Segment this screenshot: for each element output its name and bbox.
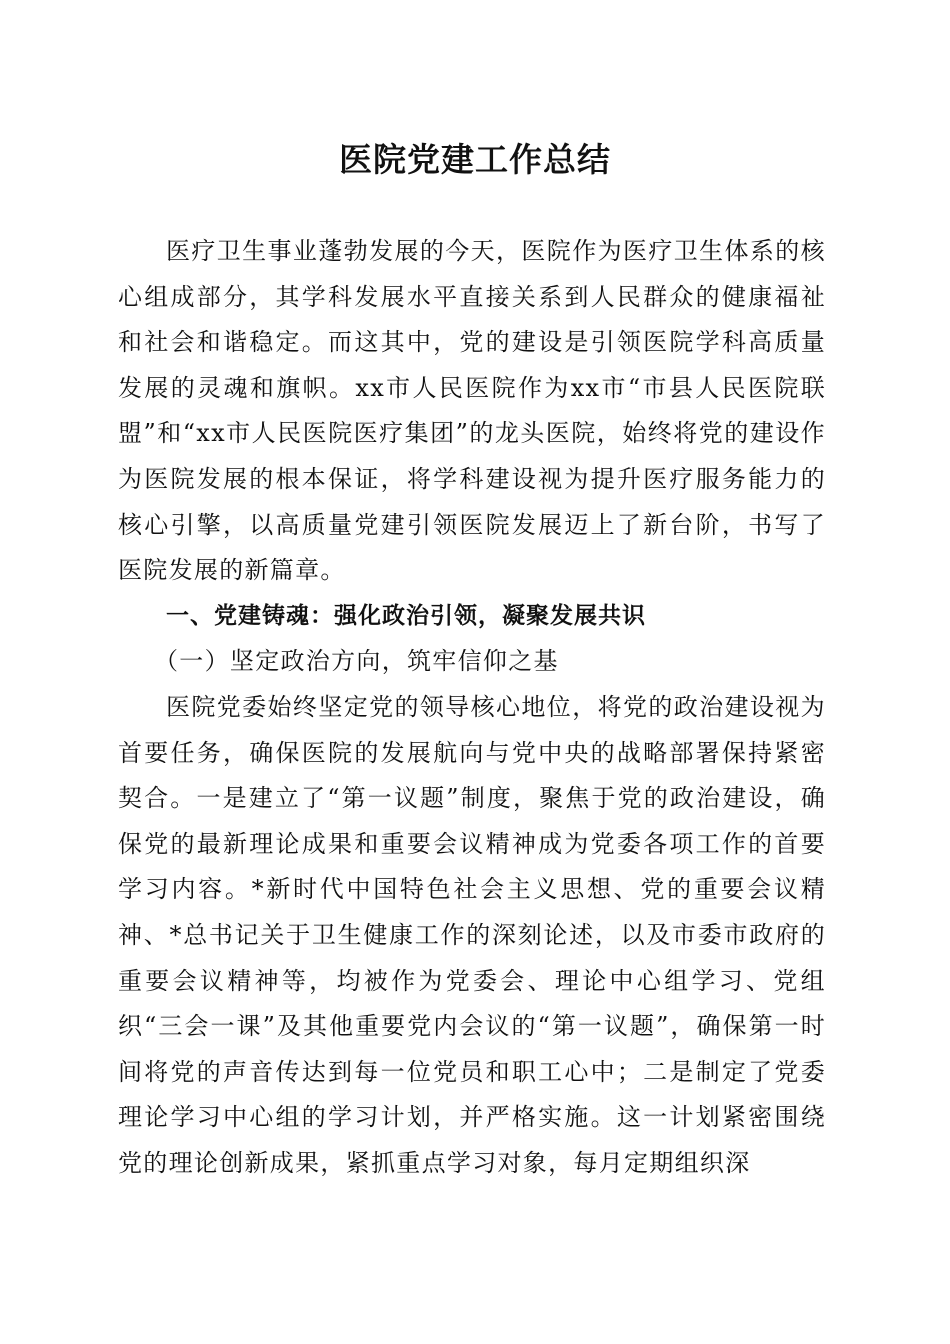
intro-paragraph: 医疗卫生事业蓬勃发展的今天，医院作为医疗卫生体系的核心组成部分，其学科发展水平直接关系到人民群众的健康福祉和社会和谐稳定。而这其中，党的建设是引领医院学科高质量发展的灵魂和旗帜。xx市人民医院作为xx市“市县人民医院联盟”和“xx市人民医院医疗集团”的龙头医院，始终将党的建设作为医院发展的根本保证，将学科建设视为提升医疗服务能力的核心引擎，以高质量党建引领医院发展迈上了新台阶，书写了医院发展的新篇章。 — [118, 237, 826, 585]
subsection-heading-1: （一）坚定政治方向，筑牢信仰之基 — [154, 647, 559, 676]
subsection-paragraph-1: 医院党委始终坚定党的领导核心地位，将党的政治建设视为首要任务，确保医院的发展航向与党中央的战略部署保持紧密契合。一是建立了“第一议题”制度，聚焦于党的政治建设，确保党的最新理论成果和重要会议精神成为党委各项工作的首要学习内容。*新时代中国特色社会主义思想、党的重要会议精神、*总书记关于卫生健康工作的深刻论述，以及市委市政府的重要会议精神等，均被作为党委会、理论中心组学习、党组织“三会一课”及其他重要党内会议的“第一议题”，确保第一时间将党的声音传达到每一位党员和职工心中；二是制定了党委理论学习中心组的学习计划，并严格实施。这一计划紧密围绕党的理论创新成果，紧抓重点学习对象，每月定期组织深 — [118, 692, 826, 1177]
document-body — [118, 229, 826, 1186]
document-title: 医院党建工作总结 — [339, 140, 611, 179]
section-heading-1: 一、党建铸魂：强化政治引领，凝聚发展共识 — [166, 602, 646, 629]
